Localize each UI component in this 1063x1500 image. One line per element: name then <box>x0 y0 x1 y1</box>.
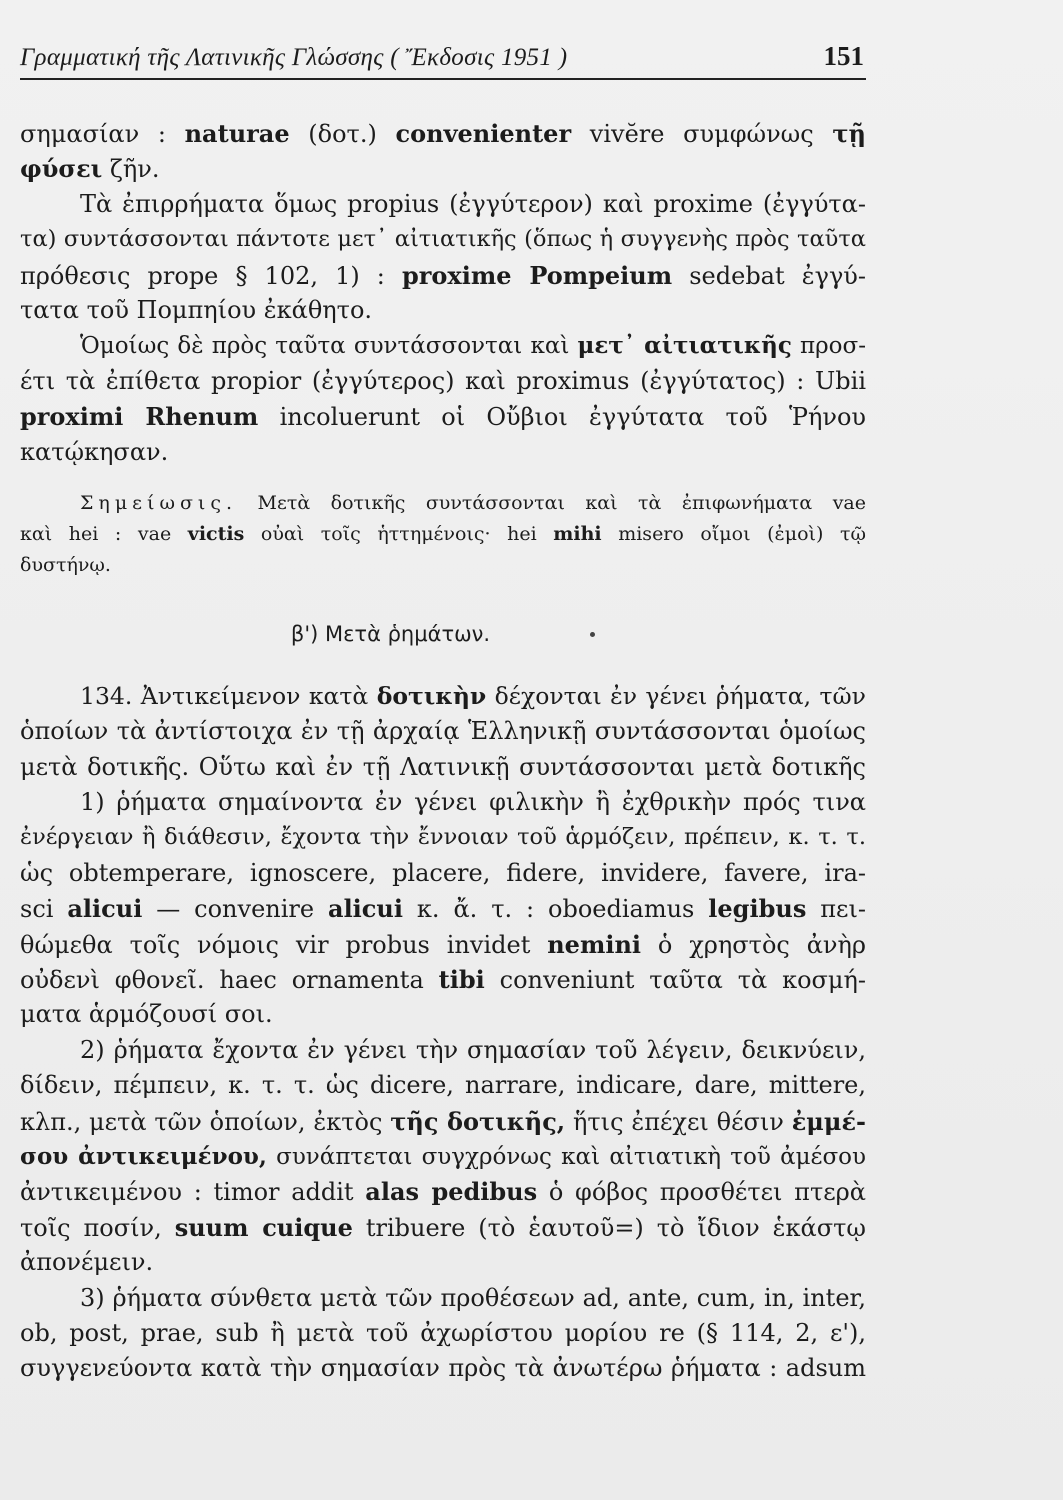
stray-dot <box>590 632 595 637</box>
text-line: 1) ῥήματα σημαίνοντα ἐν γένει φιλικὴν ἢ ἐχθρικὴν πρός τινα <box>80 788 866 817</box>
note-line: δυστήνῳ. <box>20 553 111 576</box>
text-line: ἀντικειμένου : timor addit alas pedibus ὁ φόβος προσθέτει πτερὰ <box>20 1177 866 1207</box>
note-block <box>20 488 866 581</box>
running-header <box>20 40 866 80</box>
text-line: τα) συντάσσονται πάντοτε μετ᾽ αἰτιατικῆς (ὅπως ἡ συγγενὴς πρὸς ταῦτα <box>20 226 866 253</box>
text-line: ob, post, prae, sub ἢ μετὰ τοῦ ἀχωρίστου μορίου re (§ 114, 2, ε'), <box>20 1318 866 1347</box>
note-line: Σημείωσις. Μετὰ δοτικῆς συντάσσονται καὶ τὰ ἐπιφωνήματα vae <box>80 491 866 514</box>
section-number: 134. <box>80 681 133 710</box>
text-line: Ὁμοίως δὲ πρὸς ταῦτα συντάσσονται καὶ μετ᾽ αἰτιατικῆς προσ- <box>80 332 866 360</box>
note-label: Σημείωσις. <box>80 491 238 514</box>
section-heading: β') Μετὰ ῥημάτων. <box>20 617 866 649</box>
text-line: 134. Ἀντικείμενον κατὰ δοτικὴν δέχονται ἐν γένει ῥήματα, τῶν <box>80 681 866 710</box>
text-line: τατα τοῦ Πομπηίου ἐκάθητο. <box>20 295 373 324</box>
text-line: proximi Rhenum incoluerunt οἱ Οὔβιοι ἐγγύτατα τοῦ Ῥήνου <box>20 402 866 432</box>
text-line: τοῖς ποσίν, suum cuique tribuere (τὸ ἑαυτοῦ=) τὸ ἴδιον ἑκάστῳ <box>20 1212 866 1242</box>
text-line: οὐδενὶ φθονεῖ. haec ornamenta tibi conveniunt ταῦτα τὰ κοσμή- <box>20 965 866 995</box>
text-line: ἐνέργειαν ἢ διάθεσιν, ἔχοντα τὴν ἔννοιαν τοῦ ἁρμόζειν, πρέπειν, κ. τ. τ. <box>20 824 866 851</box>
text-line: σου ἀντικειμένου, συνάπτεται συγχρόνως καὶ αἰτιατικὴ τοῦ ἀμέσου <box>20 1142 866 1170</box>
list-item-1 <box>20 785 866 1033</box>
note-line: καὶ hei : vae victis οὐαὶ τοῖς ἡττημένοις· hei mihi misero οἴμοι (ἐμοὶ) τῷ <box>20 522 866 545</box>
page-number: 151 <box>823 41 864 71</box>
text-line: κατῴκησαν. <box>20 437 169 466</box>
paragraph-2 <box>20 187 866 329</box>
section-134 <box>20 679 866 785</box>
text-line: ματα ἁρμόζουσί σοι. <box>20 1000 273 1029</box>
text-line: έτι τὰ ἐπίθετα propior (ἐγγύτερος) καὶ proximus (ἐγγύτατος) : Ubii <box>20 366 866 395</box>
text-line: ἀπονέμειν. <box>20 1248 154 1277</box>
text-line: 3) ῥήματα σύνθετα μετὰ τῶν προθέσεων ad, ante, cum, in, inter, <box>80 1283 866 1312</box>
text-line: δίδειν, πέμπειν, κ. τ. τ. ὡς dicere, narrare, indicare, dare, mittere, <box>20 1071 866 1100</box>
paragraph-3 <box>20 328 866 470</box>
text-line: sci alicui — convenire alicui κ. ἄ. τ. : oboediamus legibus πει- <box>20 894 866 924</box>
text-line: ὡς obtemperare, ignoscere, placere, fidere, invidere, favere, ira- <box>20 858 866 887</box>
text-line: ὁποίων τὰ ἀντίστοιχα ἐν τῇ ἀρχαίᾳ Ἑλληνικῇ συντάσσονται ὁμοίως <box>20 717 866 746</box>
text-line: θώμεθα τοῖς νόμοις vir probus invidet nemini ὁ χρηστὸς ἀνὴρ <box>20 929 866 959</box>
text-line: Τὰ ἐπιρρήματα ὅμως propius (ἐγγύτερον) καὶ proxime (ἐγγύτα- <box>80 189 866 218</box>
page-body <box>20 116 866 1387</box>
header-title: Γραμματική τῆς Λατινικῆς Γλώσσης ( Ἔκδοσις 1951 ) <box>20 44 568 71</box>
list-item-2 <box>20 1033 866 1281</box>
text-line: φύσει ζῆν. <box>20 154 160 184</box>
text-line: σημασίαν : naturae (δοτ.) convenienter vivĕre συμφώνως τῇ <box>20 119 866 148</box>
paragraph-1 <box>20 116 866 187</box>
list-item-3 <box>20 1281 866 1387</box>
text-line: μετὰ δοτικῆς. Οὕτω καὶ ἐν τῇ Λατινικῇ συντάσσονται μετὰ δοτικῆς <box>20 752 866 781</box>
text-line: κλπ., μετὰ τῶν ὁποίων, ἐκτὸς τῆς δοτικῆς, ἥτις ἐπέχει θέσιν ἐμμέ- <box>20 1106 866 1136</box>
text-line: 2) ῥήματα ἔχοντα ἐν γένει τὴν σημασίαν τοῦ λέγειν, δεικνύειν, <box>80 1035 866 1064</box>
text-line: συγγενεύοντα κατὰ τὴν σημασίαν πρὸς τὰ ἀνωτέρω ῥήματα : adsum <box>20 1354 866 1383</box>
text-line: πρόθεσις prope § 102, 1) : proxime Pompeium sedebat ἐγγύ- <box>20 260 866 290</box>
